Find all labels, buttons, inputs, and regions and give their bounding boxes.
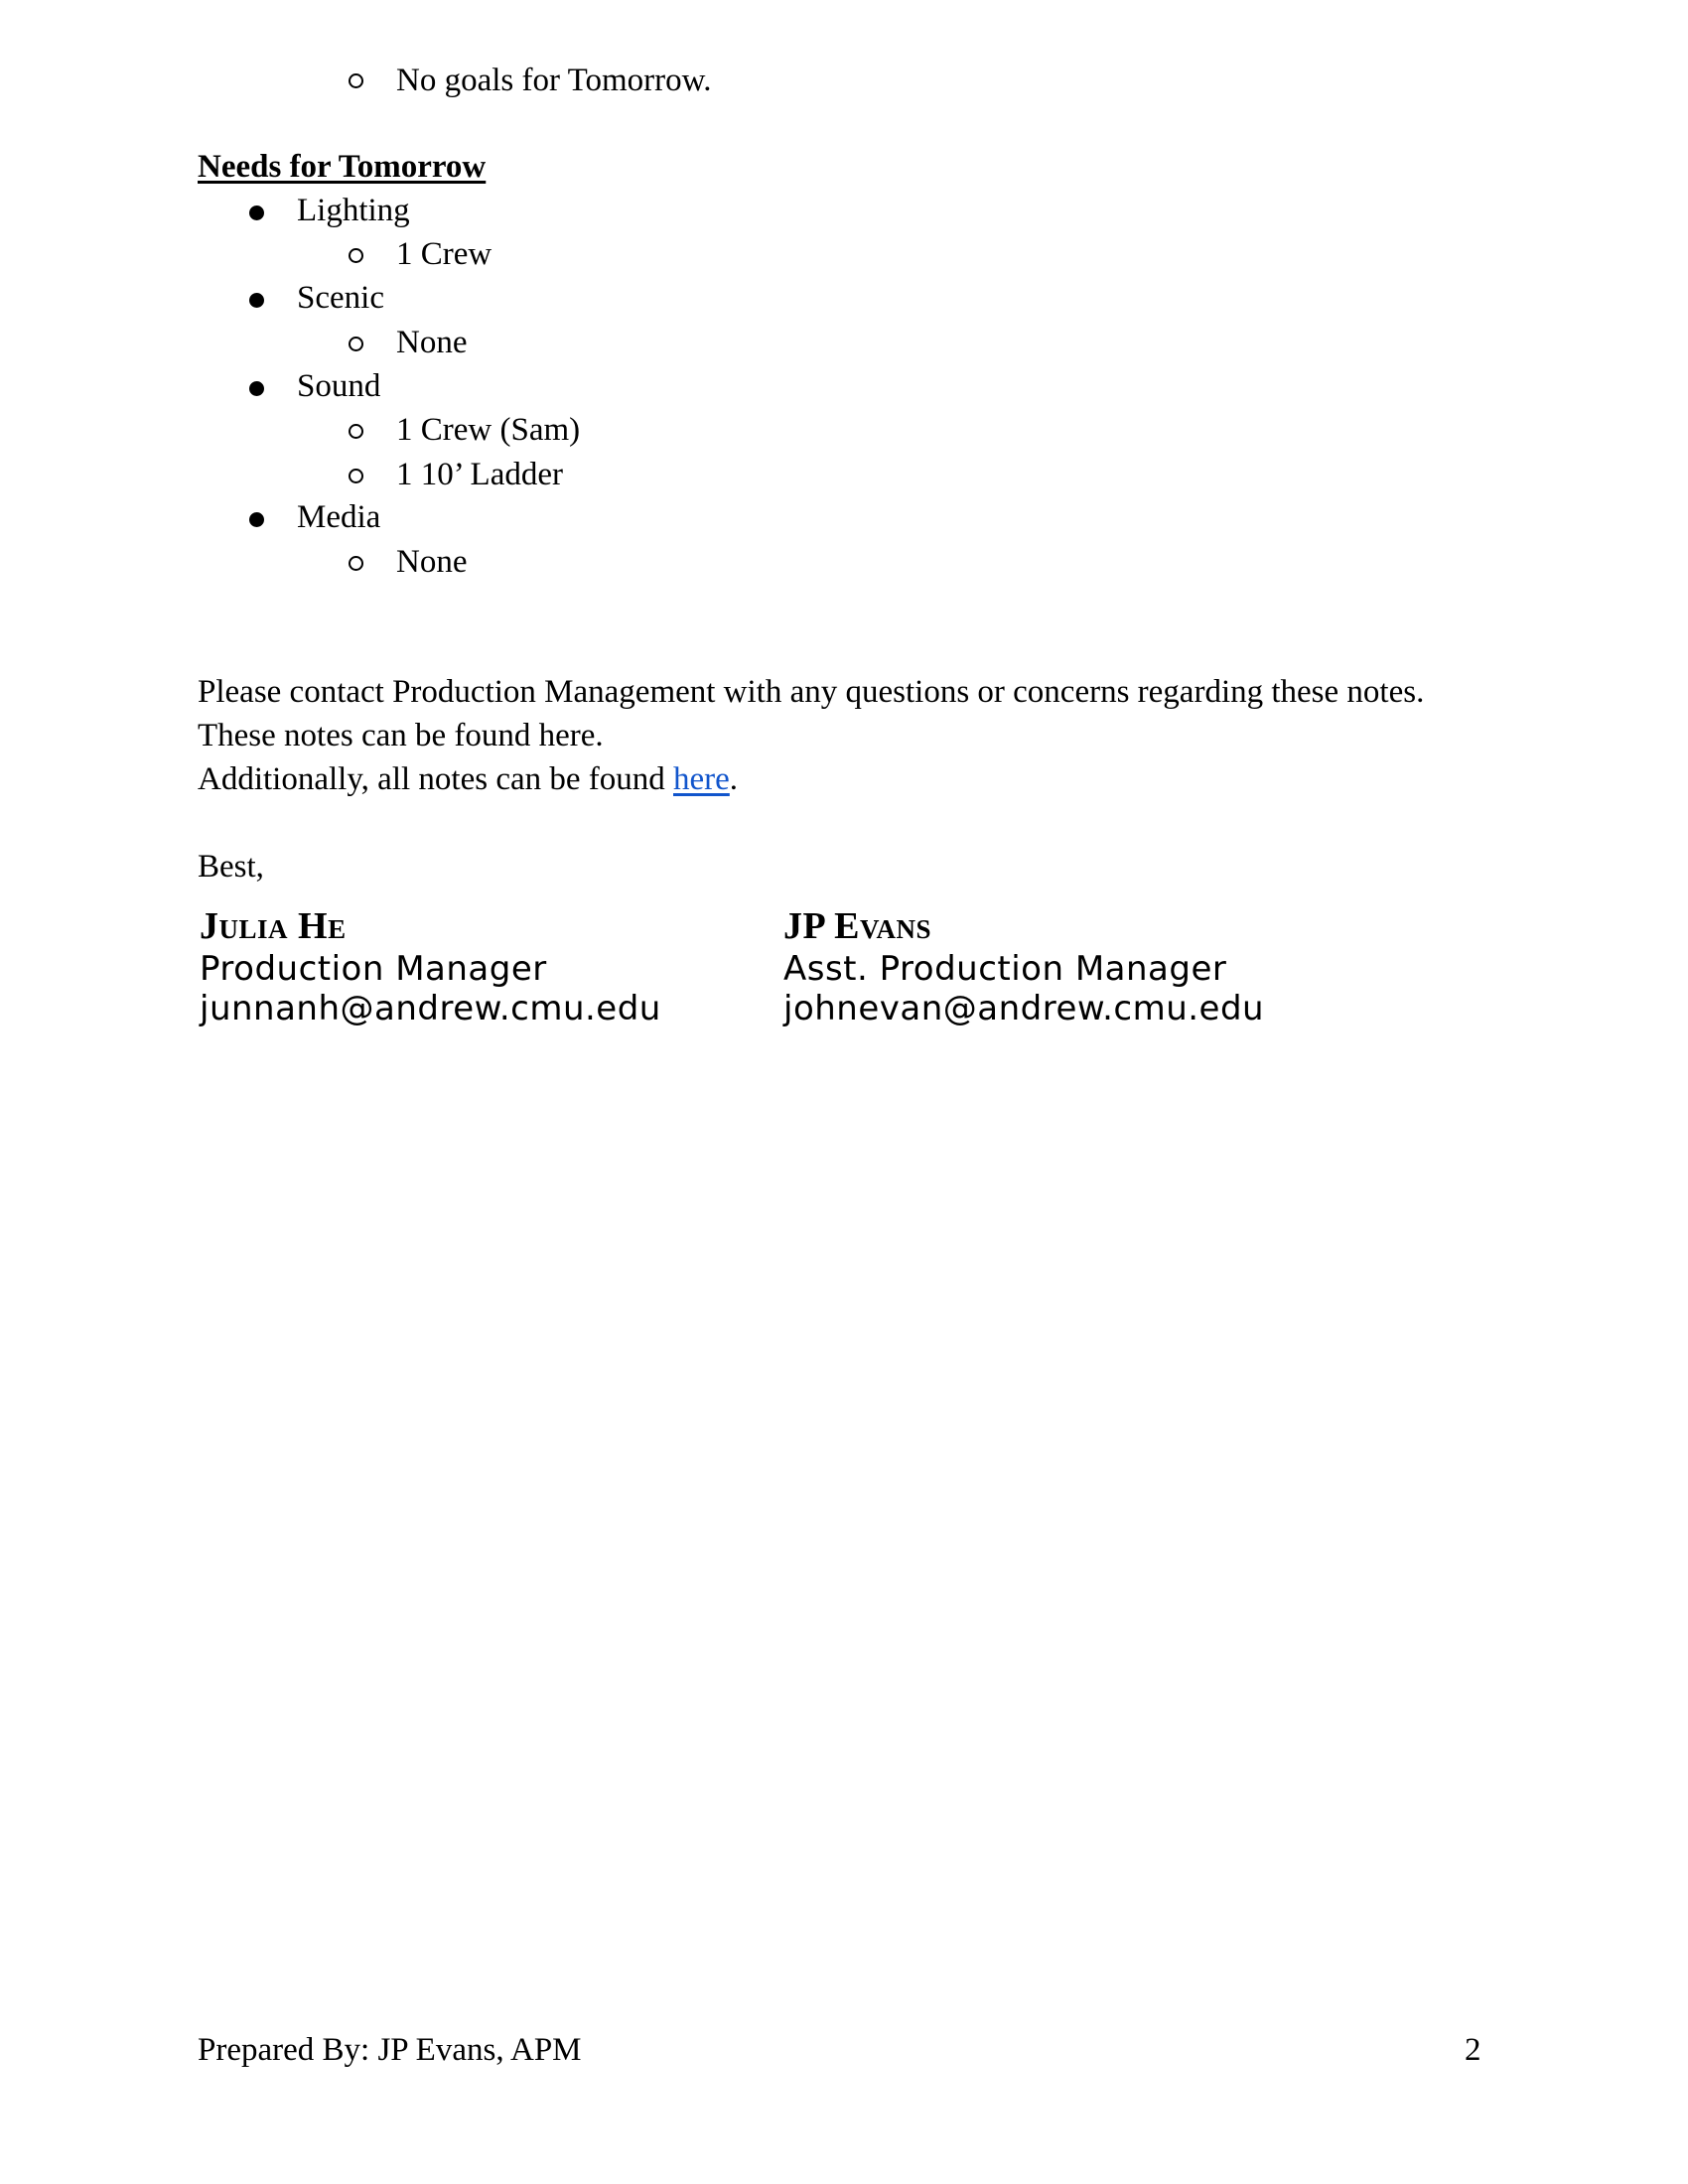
filled-bullet-icon — [249, 205, 264, 220]
hollow-bullet-icon — [349, 424, 363, 439]
list-item-scenic: Scenic — [297, 280, 384, 316]
list-item-top: No goals for Tomorrow. — [396, 63, 712, 98]
page-number: 2 — [1465, 2032, 1481, 2068]
contact-line-3-prefix: Additionally, all notes can be found — [198, 761, 673, 797]
list-item-media: Media — [297, 499, 381, 535]
section-heading-needs: Needs for Tomorrow — [198, 149, 487, 185]
filled-bullet-icon — [249, 512, 264, 527]
signature-email: johnevan@andrew.cmu.edu — [783, 989, 1265, 1028]
list-subitem: 1 Crew (Sam) — [396, 412, 581, 448]
contact-line-3-suffix: . — [729, 761, 739, 797]
signature-email: junnanh@andrew.cmu.edu — [200, 989, 661, 1028]
list-subitem: None — [396, 325, 468, 360]
list-subitem: 1 Crew — [396, 236, 492, 272]
filled-bullet-icon — [249, 293, 264, 308]
list-item-lighting: Lighting — [297, 193, 410, 228]
hollow-bullet-icon — [349, 556, 363, 571]
contact-line-2: These notes can be found here. — [198, 718, 604, 753]
notes-link[interactable]: here — [673, 761, 730, 797]
list-subitem: None — [396, 544, 468, 580]
signature-title: Production Manager — [200, 949, 547, 989]
hollow-bullet-icon — [349, 73, 363, 88]
filled-bullet-icon — [249, 381, 264, 396]
closing: Best, — [198, 849, 264, 885]
list-item-sound: Sound — [297, 368, 381, 404]
signature-title: Asst. Production Manager — [783, 949, 1227, 989]
footer-prepared-by: Prepared By: JP Evans, APM — [198, 2032, 582, 2068]
contact-line-1: Please contact Production Management with any questions or concerns regarding these notes. — [198, 674, 1425, 710]
hollow-bullet-icon — [349, 248, 363, 263]
contact-line-3 — [198, 757, 738, 801]
signature-name: Julia He — [200, 905, 347, 947]
signature-name: JP Evans — [783, 905, 931, 947]
list-subitem: 1 10’ Ladder — [396, 457, 563, 492]
hollow-bullet-icon — [349, 337, 363, 351]
hollow-bullet-icon — [349, 469, 363, 483]
